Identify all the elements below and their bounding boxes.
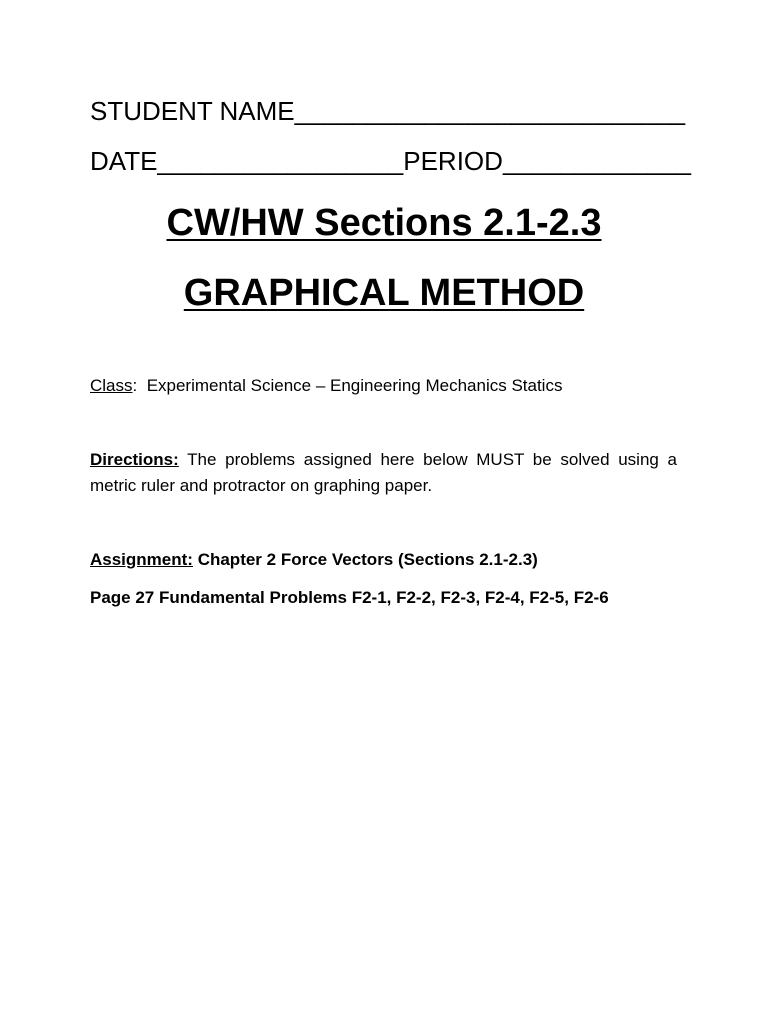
assignment-problems: Page 27 Fundamental Problems F2-1, F2-2, F2-3, F2-4, F2-5, F2-6	[90, 588, 609, 607]
period-blank: _____________	[502, 146, 691, 176]
assignment-label: Assignment:	[90, 550, 193, 569]
class-label: Class	[90, 376, 133, 395]
class-separator: :	[132, 376, 147, 395]
class-row	[90, 373, 562, 399]
student-name-blank: ___________________________	[294, 96, 686, 126]
date-blank: _________________	[157, 146, 404, 176]
directions-text: The problems assigned here below MUST be solved using a metric ruler and protractor on graphing paper.	[90, 450, 677, 495]
date-period-row	[90, 146, 691, 177]
document-subtitle: GRAPHICAL METHOD	[183, 272, 585, 314]
student-name-row	[90, 96, 685, 127]
directions-label: Directions:	[90, 450, 179, 469]
student-name-label: STUDENT NAME	[90, 96, 295, 126]
document-title: CW/HW Sections 2.1-2.3	[166, 202, 602, 244]
assignment-row	[90, 547, 538, 573]
date-label: DATE	[90, 146, 158, 176]
period-label: PERIOD	[403, 146, 503, 176]
directions-paragraph	[90, 447, 677, 499]
assignment-text: Chapter 2 Force Vectors (Sections 2.1-2.3)	[192, 550, 538, 569]
class-value: Experimental Science – Engineering Mechanics Statics	[146, 376, 563, 395]
